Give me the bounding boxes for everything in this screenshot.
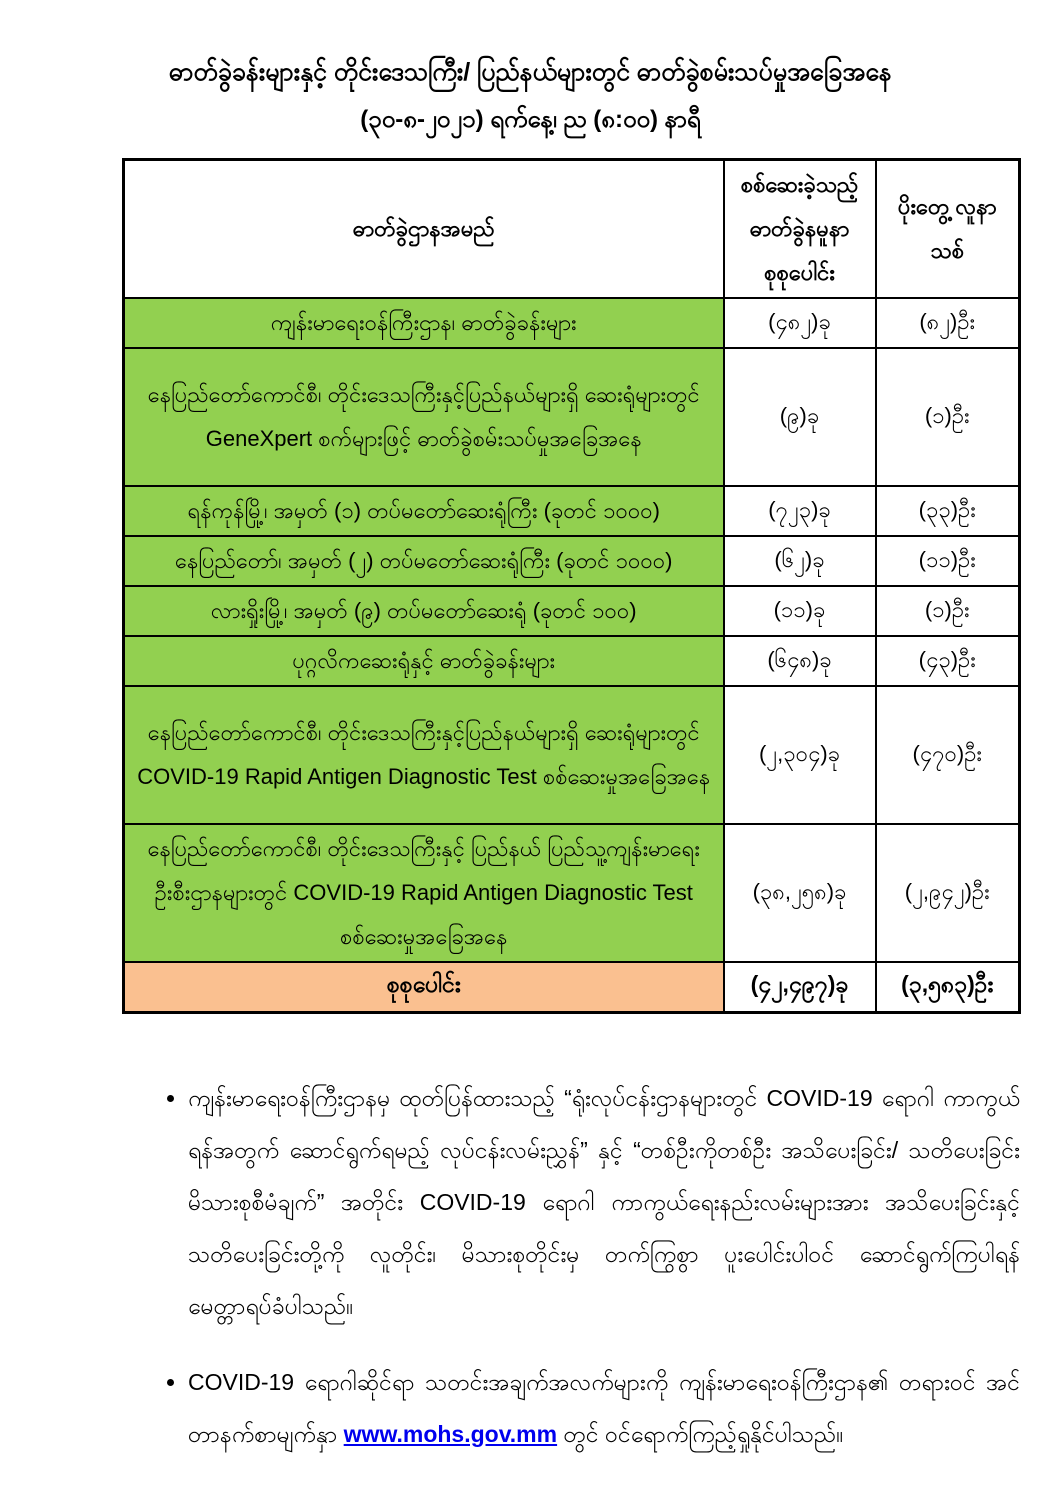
table-row	[124, 824, 1020, 962]
total-label-cell: စုစုပေါင်း	[124, 962, 724, 1012]
samples-cell: (၆၂)ခု	[724, 536, 876, 586]
positives-cell: (၁)ဦး	[876, 348, 1020, 486]
lab-name-cell: နေပြည်တော်၊ အမှတ် (၂) တပ်မတော်ဆေးရုံကြီး (ခုတင် ၁၀၀၀)	[124, 536, 724, 586]
lab-name-cell: လားရှိုးမြို့၊ အမှတ် (၉) တပ်မတော်ဆေးရုံ (ခုတင် ၁၀၀)	[124, 586, 724, 636]
note-website-text-before: COVID-19 ရောဂါဆိုင်ရာ သတင်းအချက်အလက်များကို ကျန်းမာရေးဝန်ကြီးဌာန၏ တရားဝင် အင်တာနက်စာမျက်နှာ	[188, 1368, 1020, 1447]
lab-name-cell: ကျန်းမာရေးဝန်ကြီးဌာန၊ ဓာတ်ခွဲခန်းများ	[124, 298, 724, 348]
lab-name-cell: နေပြည်တော်ကောင်စီ၊ တိုင်းဒေသကြီးနှင့်ပြည်နယ်များရှိ ဆေးရုံများတွင် COVID-19 Rapid Antigen Diagnostic Test စစ်ဆေးမှုအခြေအနေ	[124, 686, 724, 824]
samples-cell: (၃၈,၂၅၈)ခု	[724, 824, 876, 962]
table-row	[124, 586, 1020, 636]
samples-cell: (၇၂၃)ခု	[724, 486, 876, 536]
title-line-1: ဓာတ်ခွဲခန်းများနှင့် တိုင်းဒေသကြီး/ ပြည်နယ်များတွင် ဓာတ်ခွဲစမ်းသပ်မှုအခြေအနေ	[169, 58, 892, 86]
total-row	[124, 962, 1020, 1012]
title-line-2: (၃၀-၈-၂၀၂၁) ရက်နေ့၊ ည (၈:၀၀) နာရီ	[360, 106, 701, 133]
samples-cell: (၁၁)ခု	[724, 586, 876, 636]
samples-cell: (၆၄၈)ခု	[724, 636, 876, 686]
table-row	[124, 636, 1020, 686]
positives-cell: (၃၃)ဦး	[876, 486, 1020, 536]
lab-name-cell: ရန်ကုန်မြို့၊ အမှတ် (၁) တပ်မတော်ဆေးရုံကြီး (ခုတင် ၁၀၀၀)	[124, 486, 724, 536]
lab-name-cell: ပုဂ္ဂလိကဆေးရုံနှင့် ဓာတ်ခွဲခန်းများ	[124, 636, 724, 686]
positives-cell: (၈၂)ဦး	[876, 298, 1020, 348]
positives-cell: (၄၇၀)ဦး	[876, 686, 1020, 824]
positives-cell: (၂,၉၄၂)ဦး	[876, 824, 1020, 962]
positives-cell: (၁၁)ဦး	[876, 536, 1020, 586]
lab-testing-table	[122, 158, 1021, 1014]
positives-cell: (၁)ဦး	[876, 586, 1020, 636]
lab-name-cell: နေပြည်တော်ကောင်စီ၊ တိုင်းဒေသကြီးနှင့်ပြည်နယ်များရှိ ဆေးရုံများတွင် GeneXpert စက်များဖြင့် ဓာတ်ခွဲစမ်းသပ်မှုအခြေအနေ	[124, 348, 724, 486]
note-website	[188, 1356, 1020, 1460]
table-row	[124, 348, 1020, 486]
col-header-samples-total: စစ်ဆေးခဲ့သည့် ဓာတ်ခွဲနမူနာ စုစုပေါင်း	[724, 160, 876, 299]
samples-cell: (၄၈၂)ခု	[724, 298, 876, 348]
note-website-text-after: တွင် ဝင်ရောက်ကြည့်ရှုနိုင်ပါသည်။	[557, 1420, 844, 1447]
col-header-lab-name: ဓာတ်ခွဲဌာနအမည်	[124, 160, 724, 299]
lab-name-cell: နေပြည်တော်ကောင်စီ၊ တိုင်းဒေသကြီးနှင့် ပြည်နယ် ပြည်သူ့ကျန်းမာရေးဦးစီးဌာနများတွင် COVID-19 Rapid Antigen Diagnostic Test စစ်ဆေးမှုအခြေအနေ	[124, 824, 724, 962]
col-header-new-positives: ပိုးတွေ့ လူနာသစ်	[876, 160, 1020, 299]
note-guidelines-text: ကျန်းမာရေးဝန်ကြီးဌာနမှ ထုတ်ပြန်ထားသည့် “ရုံးလုပ်ငန်းဌာနများတွင် COVID-19 ရောဂါ ကာကွယ်ရန်အတွက် ဆောင်ရွက်ရမည့် လုပ်ငန်းလမ်းညွှန်” နှင့် “တစ်ဦးကိုတစ်ဦး အသိပေးခြင်း/ သတိပေးခြင်း မိသားစုစီမံချက်” အတိုင်း COVID-19 ရောဂါ ကာကွယ်ရေးနည်းလမ်းများအား အသိပေးခြင်းနှင့် သတိပေးခြင်းတို့ကို လူတိုင်း၊ မိသားစုတိုင်းမှ တက်ကြွစွာ ပူးပေါင်းပါဝင် ဆောင်ရွက်ကြပါရန် မေတ္တာရပ်ခံပါသည်။	[188, 1084, 1020, 1319]
mohs-website-link[interactable]: www.mohs.gov.mm	[343, 1420, 558, 1447]
samples-cell: (၉)ခု	[724, 348, 876, 486]
table-row	[124, 298, 1020, 348]
note-guidelines	[188, 1072, 1020, 1332]
positives-cell: (၄၃)ဦး	[876, 636, 1020, 686]
document-title	[0, 0, 1061, 144]
samples-cell: (၂,၃၀၄)ခု	[724, 686, 876, 824]
total-samples-cell: (၄၂,၄၉၇)ခု	[724, 962, 876, 1012]
table-row	[124, 486, 1020, 536]
table-row	[124, 536, 1020, 586]
table-row	[124, 686, 1020, 824]
notes-list	[152, 1072, 1020, 1460]
total-positives-cell: (၃,၅၈၃)ဦး	[876, 962, 1020, 1012]
table-header-row	[124, 160, 1020, 299]
